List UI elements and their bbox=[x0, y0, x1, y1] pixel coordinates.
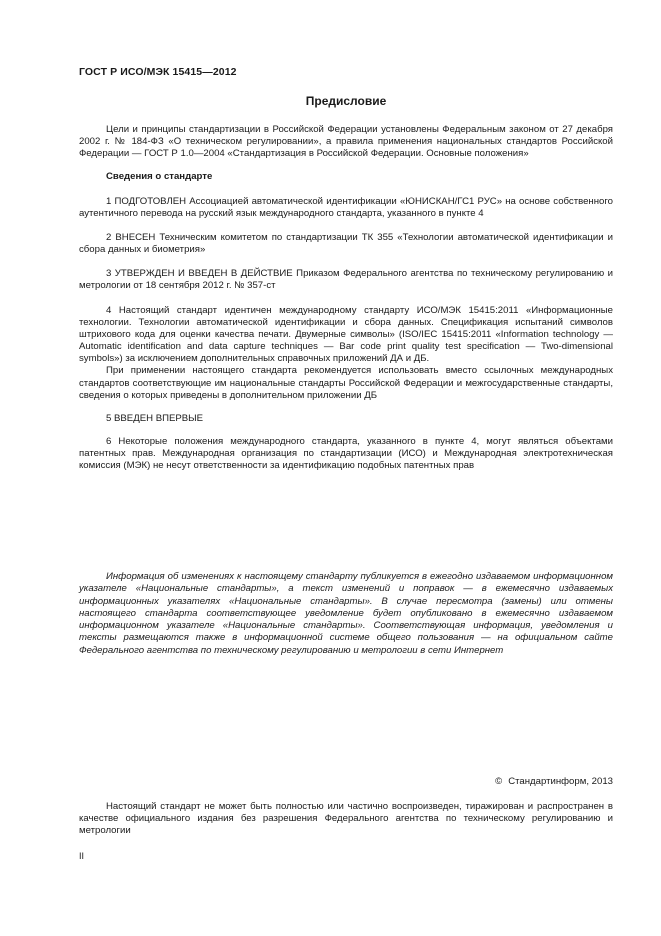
document-code: ГОСТ Р ИСО/МЭК 15415—2012 bbox=[79, 66, 237, 78]
item-6-paragraph: 6 Некоторые положения международного стандарта, указанного в пункте 4, могут являться объектами патентных прав. Международная организация по стандартизации (ИСО) и Международная электротехническая комиссия (МЭК) не несут ответственности за идентификацию подобных патентных прав bbox=[79, 435, 613, 472]
item-4-continuation: При применении настоящего стандарта рекомендуется использовать вместо ссылочных международных стандартов соответствующие им национальные стандарты Российской Федерации и межгосударственные стандарты, сведения о которых приведены в дополнительном приложении ДБ bbox=[79, 365, 613, 401]
item-1-paragraph: 1 ПОДГОТОВЛЕН Ассоциацией автоматической идентификации «ЮНИСКАН/ГС1 РУС» на основе собственного аутентичного перевода на русский язык международного стандарта, указанного в пункте 4 bbox=[79, 195, 613, 219]
item-2-paragraph: 2 ВНЕСЕН Техническим комитетом по стандартизации ТК 355 «Технологии автоматической идентификации и сбора данных и биометрия» bbox=[79, 231, 613, 256]
legal-notice: Настоящий стандарт не может быть полностью или частично воспроизведен, тиражирован и распространен в качестве официального издания без разрешения Федерального агентства по техническому регулированию и метрологии bbox=[79, 801, 613, 837]
intro-paragraph: Цели и принципы стандартизации в Российской Федерации установлены Федеральным законом от 27 декабря 2002 г. № 184-ФЗ «О техническом регулировании», а правила применения национальных стандартов Российской Федерации — ГОСТ Р 1.0—2004 «Стандартизация в Российской Федерации. Основные положения» bbox=[79, 124, 613, 160]
item-5-paragraph: 5 ВВЕДЕН ВПЕРВЫЕ bbox=[106, 412, 204, 424]
item-4-paragraph: 4 Настоящий стандарт идентичен международному стандарту ИСО/МЭК 15415:2011 «Информационные технологии. Технологии автоматической идентификации и сбора данных. Спецификация испытаний символов штрихового кода для оценки качества печати. Двумерные символы» (ISO/IEC 15415:2011 «Information technology — Automatic identification and data capture techniques — Bar code print quality test specification — Two-dimensional symbols») за исключением дополнительных справочных приложений ДА и ДБ. bbox=[79, 304, 613, 365]
page-number: II bbox=[79, 851, 85, 861]
item-3-paragraph: 3 УТВЕРЖДЕН И ВВЕДЕН В ДЕЙСТВИЕ Приказом Федерального агентства по техническому регулированию и метрологии от 18 сентября 2012 г. № 357-ст bbox=[79, 268, 613, 292]
changes-notice: Информация об изменениях к настоящему стандарту публикуется в ежегодно издаваемом информационном указателе «Национальные стандарты», а текст изменений и поправок — в ежемесячно издаваемых информационных указателях «Национальные стандарты». В случае пересмотра (замены) или отмены настоящего стандарта соответствующее уведомление будет опубликовано в ежемесячно издаваемом информационном указателе «Национальные стандарты». Соответствующая информация, уведомления и тексты размещаются также в информационной системе общего пользования — на официальном сайте Федерального агентства по техническому регулированию и метрологии в сети Интернет bbox=[79, 571, 613, 656]
copyright-text: Стандартинформ, 2013 bbox=[508, 776, 613, 787]
copyright-line bbox=[495, 776, 613, 787]
copyright-icon: © bbox=[495, 776, 503, 787]
body-text bbox=[79, 124, 613, 472]
page-title: Предисловие bbox=[305, 94, 387, 108]
section-heading: Сведения о стандарте bbox=[106, 171, 213, 183]
